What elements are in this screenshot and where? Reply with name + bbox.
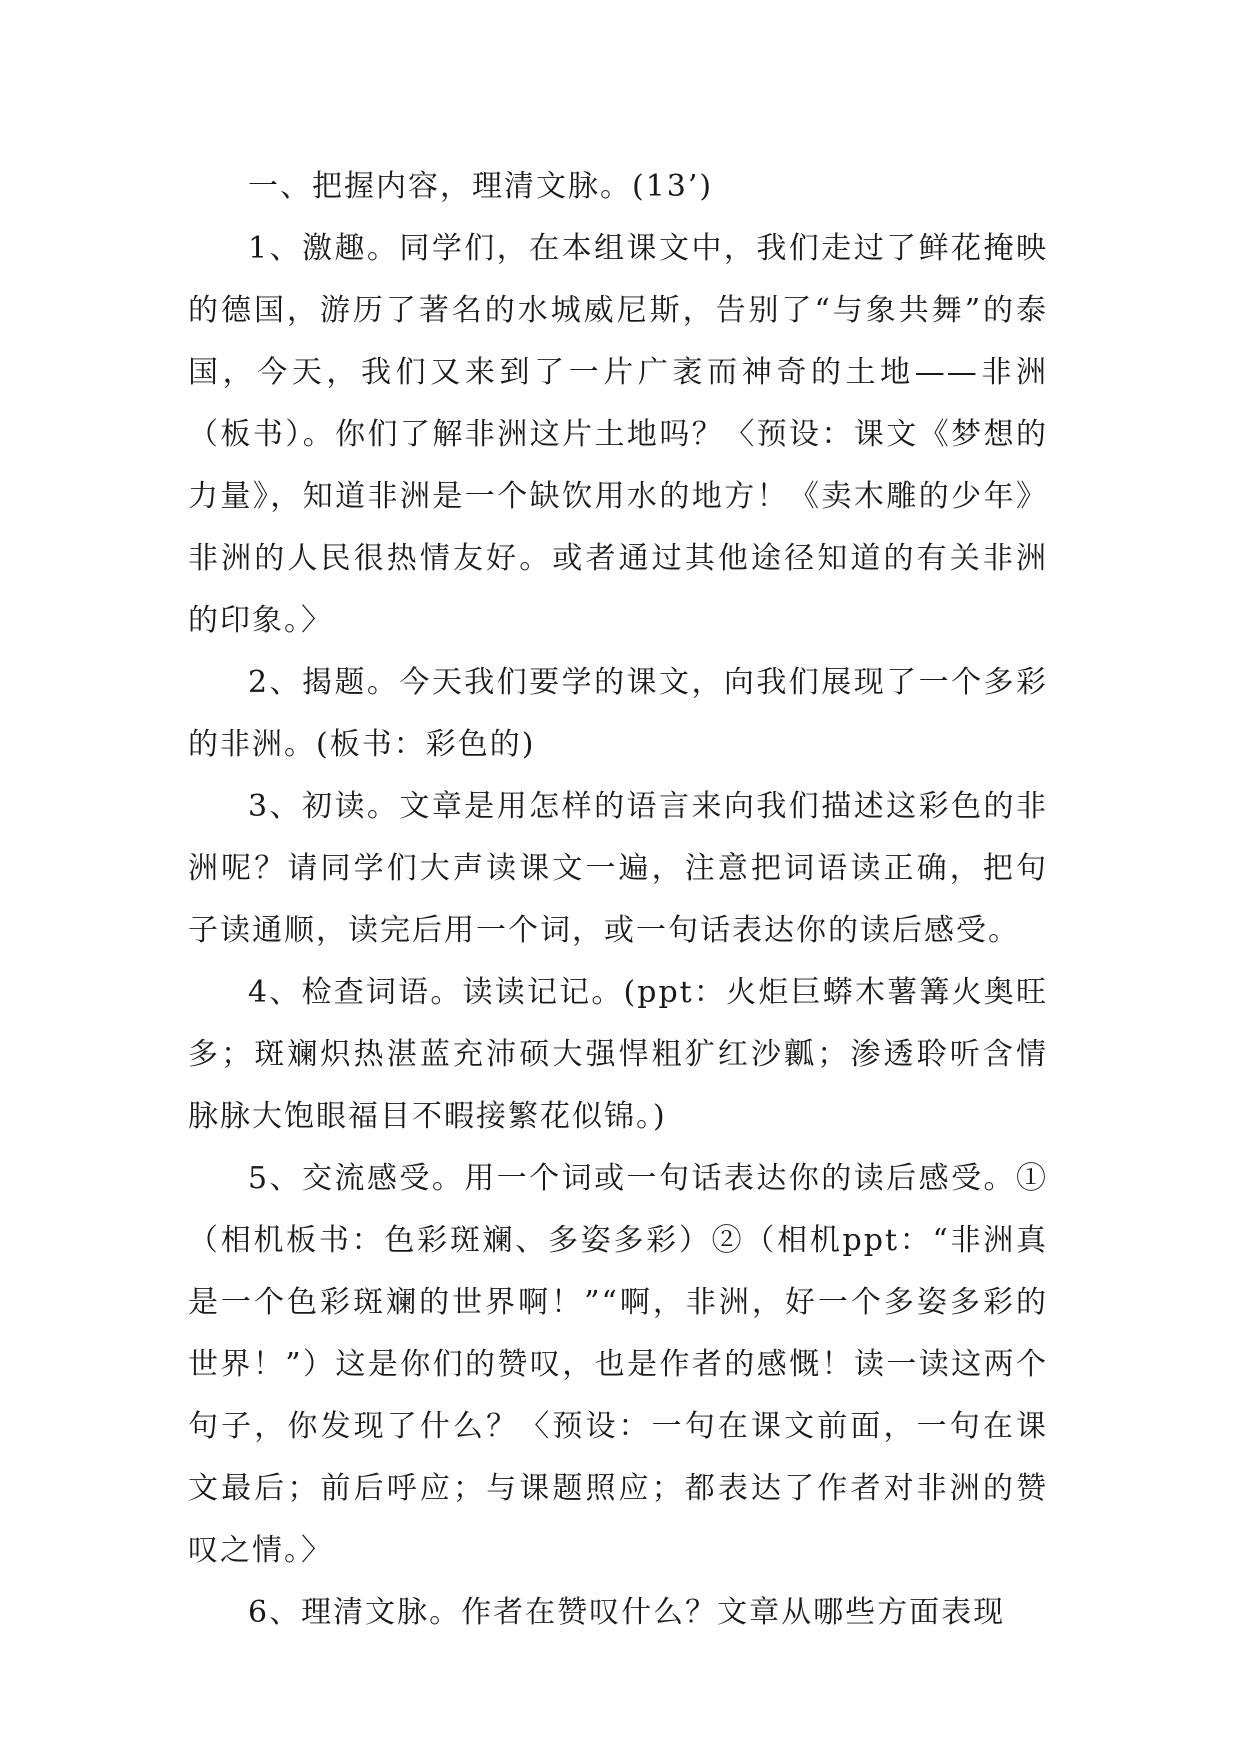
- section-heading: 一、把握内容，理清文脉。(13’): [248, 169, 714, 204]
- paragraph-step-2: 2、揭题。今天我们要学的课文，向我们展现了一个多彩的非洲。(板书：彩色的): [188, 665, 1048, 762]
- paragraph-step-1: 1、激趣。同学们，在本组课文中，我们走过了鲜花掩映的德国，游历了著名的水城威尼斯，告别了“与象共舞”的泰国，今天，我们又来到了一片广袤而神奇的土地——非洲（板书）。你们了解非洲这片土地吗？〈预设：课文《梦想的力量》，知道非洲是一个缺饮用水的地方！《卖木雕的少年》非洲的人民很热情友好。或者通过其他途径知道的有关非洲的印象。〉: [188, 231, 1048, 638]
- paragraph-step-6: 6、理清文脉。作者在赞叹什么？文章从哪些方面表现: [248, 1595, 1006, 1630]
- document-body: [188, 156, 1048, 1644]
- paragraph-step-3: 3、初读。文章是用怎样的语言来向我们描述这彩色的非洲呢？请同学们大声读课文一遍，注意把词语读正确，把句子读通顺，读完后用一个词，或一句话表达你的读后感受。: [188, 789, 1048, 948]
- paragraph-step-5: 5、交流感受。用一个词或一句话表达你的读后感受。①（相机板书：色彩斑斓、多姿多彩）②（相机ppt：“非洲真是一个色彩斑斓的世界啊！”“啊，非洲，好一个多姿多彩的世界！”）这是你们的赞叹，也是作者的感慨！读一读这两个句子，你发现了什么？〈预设：一句在课文前面，一句在课文最后；前后呼应；与课题照应；都表达了作者对非洲的赞叹之情。〉: [188, 1161, 1048, 1568]
- paragraph-step-4: 4、检查词语。读读记记。(ppt：火炬巨蟒木薯篝火奥旺多；斑斓炽热湛蓝充沛硕大强悍粗犷红沙瓤；渗透聆听含情脉脉大饱眼福目不暇接繁花似锦。): [188, 975, 1048, 1134]
